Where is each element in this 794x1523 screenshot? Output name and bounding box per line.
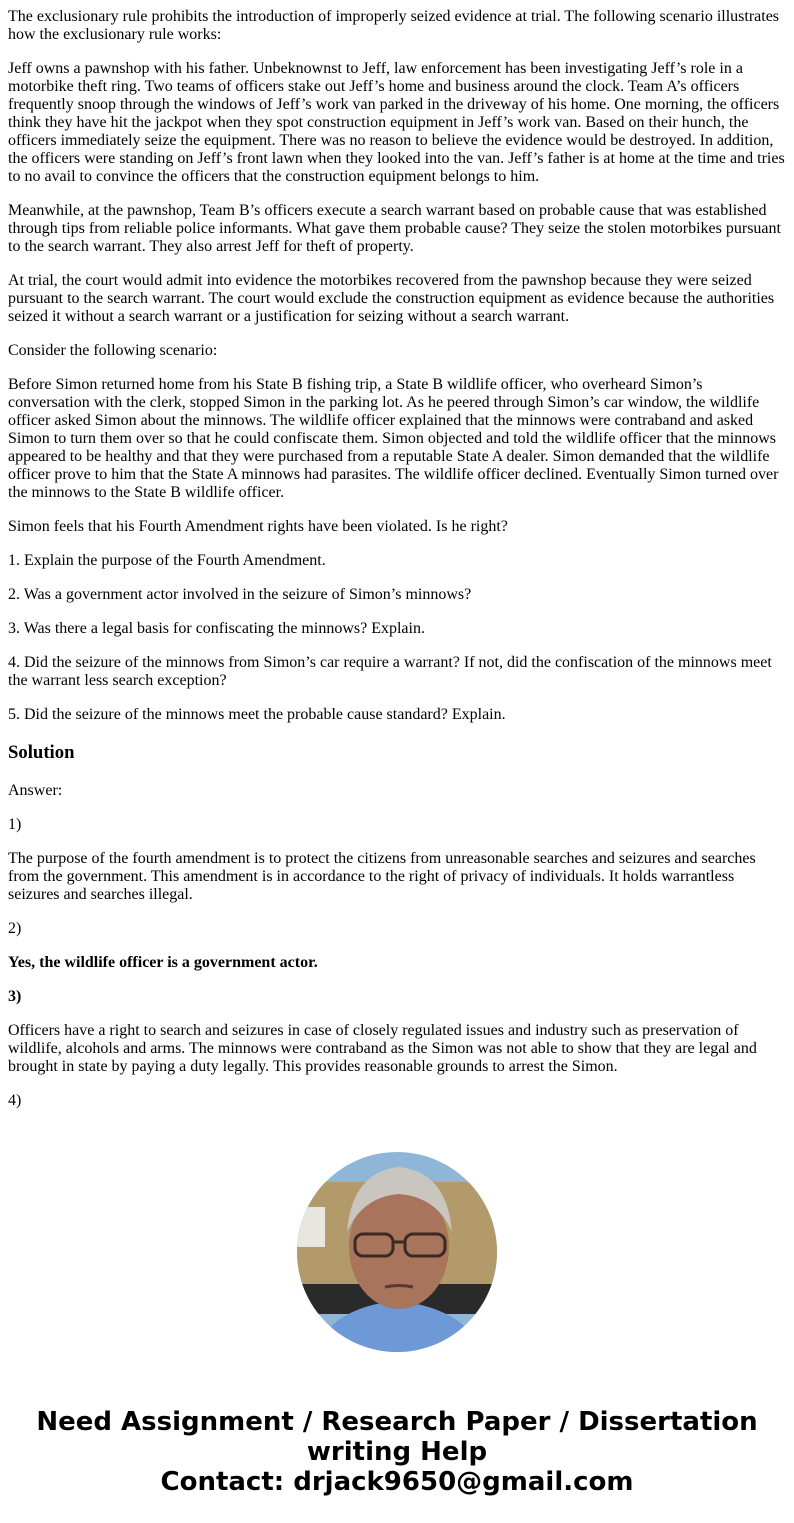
question xyxy=(8,8,786,724)
answer-3-label: 3) xyxy=(8,988,22,1005)
question-item: 2. Was a government actor involved in the seizure of Simon’s minnows? xyxy=(8,586,472,603)
author-avatar xyxy=(297,1152,497,1352)
paragraph: Simon feels that his Fourth Amendment rights have been violated. Is he right? xyxy=(8,518,508,535)
paragraph: The exclusionary rule prohibits the introduction of improperly seized evidence at trial. The following scenario illustrates how the exclusionary rule works: xyxy=(8,8,780,43)
question-item: 1. Explain the purpose of the Fourth Amendment. xyxy=(8,552,326,569)
paragraph: Jeff owns a pawnshop with his father. Unbeknownst to Jeff, law enforcement has been investigating Jeff’s role in a motorbike theft ring. Two teams of officers stake out Jeff’s home and business around the clock. Team A’s officers frequently snoop through the windows of Jeff’s work van parked in the driveway of his home. One morning, the officers think they have hit the jackpot when they spot construction equipment in Jeff’s work van. Based on their hunch, the officers immediately seize the equipment. There was no reason to believe the evidence would be destroyed. In addition, the officers were standing on Jeff’s front lawn when they looked into the van. Jeff’s father is at home at the time and tries to no avail to convince the officers that the construction equipment belongs to him. xyxy=(8,60,785,185)
question-item: 5. Did the seizure of the minnows meet the probable cause standard? Explain. xyxy=(8,706,506,723)
contact-banner xyxy=(0,1407,794,1497)
paragraph: Meanwhile, at the pawnshop, Team B’s officers execute a search warrant based on probable cause that was established through tips from reliable police informants. What gave them probable cause? They seize the stolen motorbikes pursuant to the search warrant. They also arrest Jeff for theft of property. xyxy=(8,202,781,255)
paragraph: Before Simon returned home from his State B fishing trip, a State B wildlife officer, who overheard Simon’s conversation with the clerk, stopped Simon in the parking lot. As he peered through Simon’s car window, the wildlife officer asked Simon about the minnows. The wildlife officer explained that the minnows were contraband and asked Simon to turn them over so that he could confiscate them. Simon objected and told the wildlife officer that the minnows appeared to be healthy and that they were purchased from a reputable State A dealer. Simon demanded that the wildlife officer prove to him that the State A minnows had parasites. The wildlife officer declined. Eventually Simon turned over the minnows to the State B wildlife officer. xyxy=(8,376,779,501)
answer-1: The purpose of the fourth amendment is to protect the citizens from unreasonable searches and seizures and searches from the government. This amendment is in accordance to the right of privacy of individuals. It holds warrantless seizures and searches illegal. xyxy=(8,850,756,903)
question-item: 4. Did the seizure of the minnows from Simon’s car require a warrant? If not, did the confiscation of the minnows meet the warrant less search exception? xyxy=(8,654,772,689)
banner-contact: Contact: drjack9650@gmail.com xyxy=(160,1467,634,1497)
answer-1-label: 1) xyxy=(8,816,22,833)
banner-line-1: Need Assignment / Research Paper / Dissertation writing Help xyxy=(36,1407,758,1467)
answer-2-label: 2) xyxy=(8,920,22,937)
solution-heading: Solution xyxy=(8,742,75,763)
answer-label: Answer: xyxy=(8,782,63,799)
answer-4-label: 4) xyxy=(8,1092,22,1109)
answer-3: Officers have a right to search and seizures in case of closely regulated issues and industry such as preservation of wildlife, alcohols and arms. The minnows were contraband as the Simon was not able to show that they are legal and brought in state by paying a duty legally. This provides reasonable grounds to arrest the Simon. xyxy=(8,1022,757,1075)
paragraph: At trial, the court would admit into evidence the motorbikes recovered from the pawnshop because they were seized pursuant to the search warrant. The court would exclude the construction equipment as evidence because the authorities seized it without a search warrant or a justification for seizing without a search warrant. xyxy=(8,272,775,325)
answer-2: Yes, the wildlife officer is a government actor. xyxy=(8,954,318,971)
paragraph: Consider the following scenario: xyxy=(8,342,218,359)
document xyxy=(0,8,794,1110)
question-item: 3. Was there a legal basis for confiscating the minnows? Explain. xyxy=(8,620,425,637)
